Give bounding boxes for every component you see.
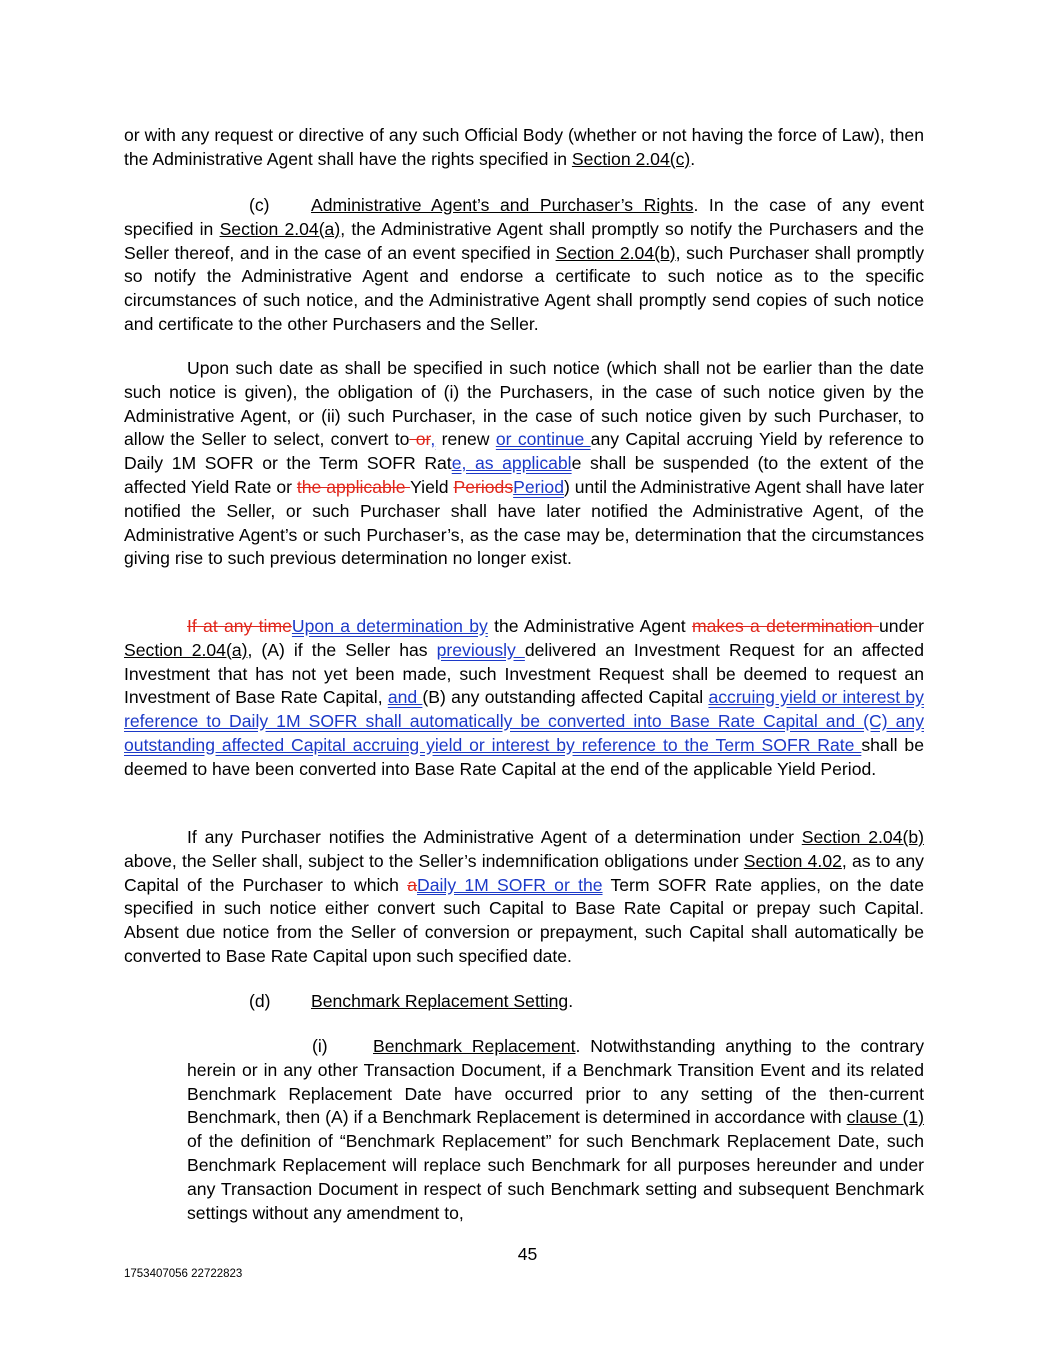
inserted-text: previously [436, 639, 525, 660]
paragraph-c [124, 194, 924, 337]
text: . Notwithstanding anything to the contrary herein or in any other Transaction Document, if a Benchmark Transition Event and its related Benchmark Replacement Date have occurred prior to any setting of the then-current Benchmark, then (A) if a Benchmark Replacement is determined in accordance with [187, 1036, 924, 1128]
clause-label: (d) [249, 991, 271, 1011]
text: , as to any Capital of the Purchaser to which [124, 850, 924, 895]
inserted-text: , [430, 429, 436, 450]
text: any Capital accruing Yield by reference to Daily 1M SOFR or the Term SOFR Rat [124, 429, 924, 474]
paragraph-i [187, 1035, 924, 1225]
section-reference: Section 4.02 [743, 850, 842, 871]
text: ) until the Administrative Agent shall have later notified the Seller, or such Purchaser shall have later notified the Administrative Agent, of the Administrative Agent’s or such Purchaser’s, as the case may be, determination that the circumstances giving rise to such previous determination no longer exist. [124, 476, 925, 569]
text: Term SOFR Rate applies, on the date specified in such notice either convert such Capital to Base Rate Capital or prepay such Capital. Absent due notice from the Seller of conversion or prepayment, such Capital shall automatically be converted to Base Rate Capital upon such specified date. [124, 874, 924, 966]
inserted-text: accruing yield or interest by reference to Daily 1M SOFR shall automatically be converted into Base Rate Capital and (C) any outstanding affected Capital accruing yield or interest by reference to the Term SOFR Rate [124, 687, 924, 755]
section-reference: Section 2.04(a) [124, 639, 248, 660]
text: Upon such date as shall be specified in such notice (which shall not be earlier than the date such notice is given), the obligation of (i) the Purchasers, in the case of such notice given by the Administrative Agent, or (ii) such Purchaser, in the case of such notice given by such Purchaser, to allow the Seller to select, convert to [124, 358, 924, 450]
text: under [879, 616, 925, 636]
inserted-text: Upon a determination by [291, 616, 488, 636]
text: of the definition of “Benchmark Replacement” for such Benchmark Replacement Date, such Benchmark Replacement will replace such Benchmark for all purposes hereunder and under any Transaction Document in respect of such Benchmark setting and subsequent Benchmark settings without any amendment to, [187, 1131, 924, 1223]
clause-label: (c) [249, 195, 270, 215]
deleted-text: If at any time [187, 616, 292, 636]
inserted-text: and [387, 687, 423, 708]
inserted-text: e, as applicabl [451, 453, 572, 474]
clause-title: Benchmark Replacement Setting [311, 991, 569, 1011]
section-reference: Section 2.04(b) [801, 827, 924, 847]
text: the Administrative Agent [487, 616, 692, 636]
text: . [690, 148, 696, 169]
inserted-text: Daily 1M SOFR or the [417, 874, 603, 895]
clause-reference: clause (1) [846, 1107, 924, 1128]
inserted-text: Period [513, 476, 564, 497]
clause-title: Administrative Agent’s and Purchaser’s Rights [311, 195, 694, 215]
deleted-text: a [407, 874, 418, 895]
text: Yield [410, 476, 454, 497]
clause-title: Benchmark Replacement [373, 1036, 576, 1056]
paragraph-continuation [124, 124, 924, 172]
clause-label: (i) [312, 1036, 328, 1056]
paragraph-determination [124, 615, 924, 782]
paragraph-suspension [124, 357, 924, 571]
text: (B) any outstanding affected Capital [422, 687, 709, 708]
deleted-text: or [409, 429, 431, 450]
deleted-text: the applicable [296, 476, 411, 497]
text: above, the Seller shall, subject to the Seller’s indemnification obligations under [124, 850, 744, 871]
text: or with any request or directive of any such Official Body (whether or not having the force of Law), then the Administrative Agent shall have the rights specified in [124, 125, 924, 169]
section-reference: Section 2.04(b) [555, 242, 676, 263]
text: If any Purchaser notifies the Administrative Agent of a determination under [187, 827, 802, 847]
text: , such Purchaser shall promptly so notify the Administrative Agent and endorse a certificate to such notice as to the specific circumstances of such notice, and the Administrative Agent shall promptly send copies of such notice and certificate to the other Purchasers and the Seller. [124, 242, 925, 334]
text: renew [435, 429, 496, 450]
heading-d [249, 990, 573, 1014]
text: , the Administrative Agent shall promptly so notify the Purchasers and the Seller thereof, and in the case of an event specified in [124, 218, 924, 263]
text: , (A) if the Seller has [247, 639, 437, 660]
text: . [568, 991, 574, 1011]
inserted-text: or continue [495, 429, 591, 450]
deleted-text: makes a determination [691, 616, 880, 636]
page-number: 45 [517, 1244, 538, 1264]
text: shall be deemed to have been converted into Base Rate Capital at the end of the applicable Yield Period. [124, 734, 924, 779]
text: delivered an Investment Request for an affected Investment that has not yet been made, such Investment Request shall be deemed to request an Investment of Base Rate Capital, [124, 639, 924, 708]
deleted-text: Periods [453, 476, 514, 497]
document-id: 1753407056 22722823 [124, 1268, 243, 1280]
text: e shall be suspended (to the extent of the affected Yield Rate or [124, 453, 925, 497]
section-reference: Section 2.04(c) [571, 148, 691, 169]
paragraph-purchaser-notice [124, 826, 924, 969]
text: . In the case of any event specified in [124, 195, 924, 239]
section-reference: Section 2.04(a) [219, 218, 341, 239]
